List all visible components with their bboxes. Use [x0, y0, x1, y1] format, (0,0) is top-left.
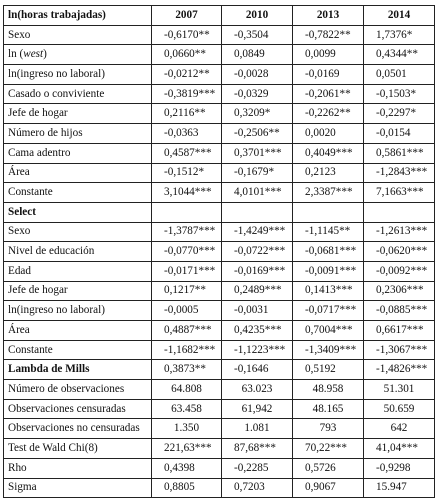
cell-value: 0,1413***	[293, 281, 364, 301]
cell-value: 0,0099	[293, 45, 364, 65]
cell-value: 15.947	[364, 478, 435, 498]
cell-value: 0,3701***	[222, 143, 293, 163]
cell-value: 0,4398	[152, 458, 222, 478]
cell-value: 0,4344**	[364, 45, 435, 65]
cell-value: 0,5861***	[364, 143, 435, 163]
cell-value: 0,7004***	[293, 321, 364, 341]
cell-value: -1,1223***	[222, 340, 293, 360]
cell-value: -1,1145**	[293, 222, 364, 242]
cell-value: -0,0212**	[152, 65, 222, 85]
table-row	[4, 222, 435, 242]
table-row	[4, 380, 435, 400]
cell-value: -0,7822**	[293, 25, 364, 45]
table-row	[4, 399, 435, 419]
cell-value: 0,9067	[293, 478, 364, 498]
cell-value: 48.165	[293, 399, 364, 419]
table-row	[4, 202, 435, 222]
table-row	[4, 242, 435, 262]
cell-value: -0,1679*	[222, 163, 293, 183]
table-row	[4, 439, 435, 459]
table-row	[4, 143, 435, 163]
cell-value: 70,22***	[293, 439, 364, 459]
header-year-2007: 2007	[152, 6, 222, 26]
row-label: Jefe de hogar	[4, 281, 152, 301]
row-label: Área	[4, 321, 152, 341]
cell-value: -1,4826***	[364, 360, 435, 380]
cell-value: -0,1503*	[364, 84, 435, 104]
cell-value: -0,9298	[364, 458, 435, 478]
cell-value: 1.081	[222, 419, 293, 439]
cell-value: 0,7203	[222, 478, 293, 498]
table-row	[4, 458, 435, 478]
row-label: Lambda de Mills	[4, 360, 152, 380]
cell-value	[364, 202, 435, 222]
table-row	[4, 45, 435, 65]
cell-value: 63.023	[222, 380, 293, 400]
cell-value: 4,0101***	[222, 183, 293, 203]
cell-value: -0,3819***	[152, 84, 222, 104]
cell-value: -1,3787***	[152, 222, 222, 242]
cell-value: -0,0154	[364, 124, 435, 144]
cell-value: -0,0091***	[293, 261, 364, 281]
table-row	[4, 301, 435, 321]
cell-value: 0,2116**	[152, 104, 222, 124]
cell-value: -0,2506**	[222, 124, 293, 144]
row-label: Número de observaciones	[4, 380, 152, 400]
row-label: Test de Wald Chi(8)	[4, 439, 152, 459]
cell-value: -0,0681***	[293, 242, 364, 262]
cell-value	[152, 202, 222, 222]
cell-value: -0,0171***	[152, 261, 222, 281]
cell-value: 0,5192	[293, 360, 364, 380]
row-label-italic: west	[23, 48, 44, 61]
regression-results-table	[3, 5, 435, 498]
row-label-prefix: ln (	[8, 48, 24, 61]
cell-value: -0,1646	[222, 360, 293, 380]
table-row	[4, 281, 435, 301]
table-row	[4, 65, 435, 85]
cell-value	[293, 202, 364, 222]
row-label: Casado o conviviente	[4, 84, 152, 104]
header-year-2010: 2010	[222, 6, 293, 26]
cell-value: -0,0717***	[293, 301, 364, 321]
table-row	[4, 321, 435, 341]
cell-value: 0,4049***	[293, 143, 364, 163]
row-label: Jefe de hogar	[4, 104, 152, 124]
row-label: Select	[4, 202, 152, 222]
cell-value: 0,4587***	[152, 143, 222, 163]
cell-value: 63.458	[152, 399, 222, 419]
header-year-2013: 2013	[293, 6, 364, 26]
cell-value: 0,3209*	[222, 104, 293, 124]
row-label: ln(ingreso no laboral)	[4, 65, 152, 85]
header-year-2014: 2014	[364, 6, 435, 26]
table-row	[4, 419, 435, 439]
cell-value: -0,0092***	[364, 261, 435, 281]
cell-value: 51.301	[364, 380, 435, 400]
cell-value: 7,1663***	[364, 183, 435, 203]
cell-value: 0,0020	[293, 124, 364, 144]
row-label: Constante	[4, 340, 152, 360]
cell-value: 0,5726	[293, 458, 364, 478]
cell-value: -0,3504	[222, 25, 293, 45]
row-label-suffix: )	[43, 48, 47, 61]
row-label: Área	[4, 163, 152, 183]
table-row	[4, 261, 435, 281]
row-label: Constante	[4, 183, 152, 203]
cell-value: -1,2613***	[364, 222, 435, 242]
table-row	[4, 124, 435, 144]
cell-value: -0,0031	[222, 301, 293, 321]
cell-value: 1,7376*	[364, 25, 435, 45]
row-label: Observaciones no censuradas	[4, 419, 152, 439]
row-label	[4, 45, 152, 65]
table-row	[4, 478, 435, 498]
cell-value: -0,0005	[152, 301, 222, 321]
cell-value: -0,0169	[293, 65, 364, 85]
cell-value: -0,2061**	[293, 84, 364, 104]
row-label: Edad	[4, 261, 152, 281]
cell-value: 0,8805	[152, 478, 222, 498]
cell-value: -1,2843***	[364, 163, 435, 183]
cell-value: -0,0329	[222, 84, 293, 104]
cell-value: 0,4235***	[222, 321, 293, 341]
cell-value: -0,1512*	[152, 163, 222, 183]
row-label: Sexo	[4, 25, 152, 45]
table-row	[4, 163, 435, 183]
cell-value: 0,2306***	[364, 281, 435, 301]
cell-value: -1,3409***	[293, 340, 364, 360]
cell-value: 0,0660**	[152, 45, 222, 65]
cell-value: -0,2262**	[293, 104, 364, 124]
regression-table-container	[3, 5, 435, 498]
row-label: Nivel de educación	[4, 242, 152, 262]
cell-value: -0,0885***	[364, 301, 435, 321]
cell-value: 0,2489***	[222, 281, 293, 301]
table-row	[4, 360, 435, 380]
cell-value: -0,2297*	[364, 104, 435, 124]
cell-value: 642	[364, 419, 435, 439]
cell-value: 3,1044***	[152, 183, 222, 203]
row-label: Rho	[4, 458, 152, 478]
cell-value: 64.808	[152, 380, 222, 400]
cell-value: 0,4887***	[152, 321, 222, 341]
row-label: Sexo	[4, 222, 152, 242]
table-row	[4, 84, 435, 104]
cell-value: 87,68***	[222, 439, 293, 459]
cell-value: 2,3387***	[293, 183, 364, 203]
cell-value: 793	[293, 419, 364, 439]
cell-value: -1,4249***	[222, 222, 293, 242]
table-header-row	[4, 6, 435, 26]
cell-value: -0,0722***	[222, 242, 293, 262]
cell-value: -1,3067***	[364, 340, 435, 360]
cell-value: -0,6170**	[152, 25, 222, 45]
table-row	[4, 25, 435, 45]
cell-value: 1.350	[152, 419, 222, 439]
cell-value: -0,0169***	[222, 261, 293, 281]
cell-value: 41,04***	[364, 439, 435, 459]
cell-value: 0,0501	[364, 65, 435, 85]
table-row	[4, 183, 435, 203]
cell-value: -1,1682***	[152, 340, 222, 360]
cell-value: -0,0363	[152, 124, 222, 144]
cell-value: -0,0028	[222, 65, 293, 85]
cell-value: -0,2285	[222, 458, 293, 478]
cell-value: 0,0849	[222, 45, 293, 65]
row-label: Observaciones censuradas	[4, 399, 152, 419]
cell-value: 50.659	[364, 399, 435, 419]
cell-value: -0,0620***	[364, 242, 435, 262]
header-label: ln(horas trabajadas)	[4, 6, 152, 26]
cell-value: 48.958	[293, 380, 364, 400]
row-label: Número de hijos	[4, 124, 152, 144]
row-label: ln(ingreso no laboral)	[4, 301, 152, 321]
cell-value: 0,1217**	[152, 281, 222, 301]
cell-value	[222, 202, 293, 222]
cell-value: 0,3873**	[152, 360, 222, 380]
cell-value: 221,63***	[152, 439, 222, 459]
cell-value: 61,942	[222, 399, 293, 419]
table-row	[4, 340, 435, 360]
row-label: Cama adentro	[4, 143, 152, 163]
cell-value: 0,6617***	[364, 321, 435, 341]
cell-value: -0,0770***	[152, 242, 222, 262]
table-row	[4, 104, 435, 124]
row-label: Sigma	[4, 478, 152, 498]
cell-value: 0,2123	[293, 163, 364, 183]
